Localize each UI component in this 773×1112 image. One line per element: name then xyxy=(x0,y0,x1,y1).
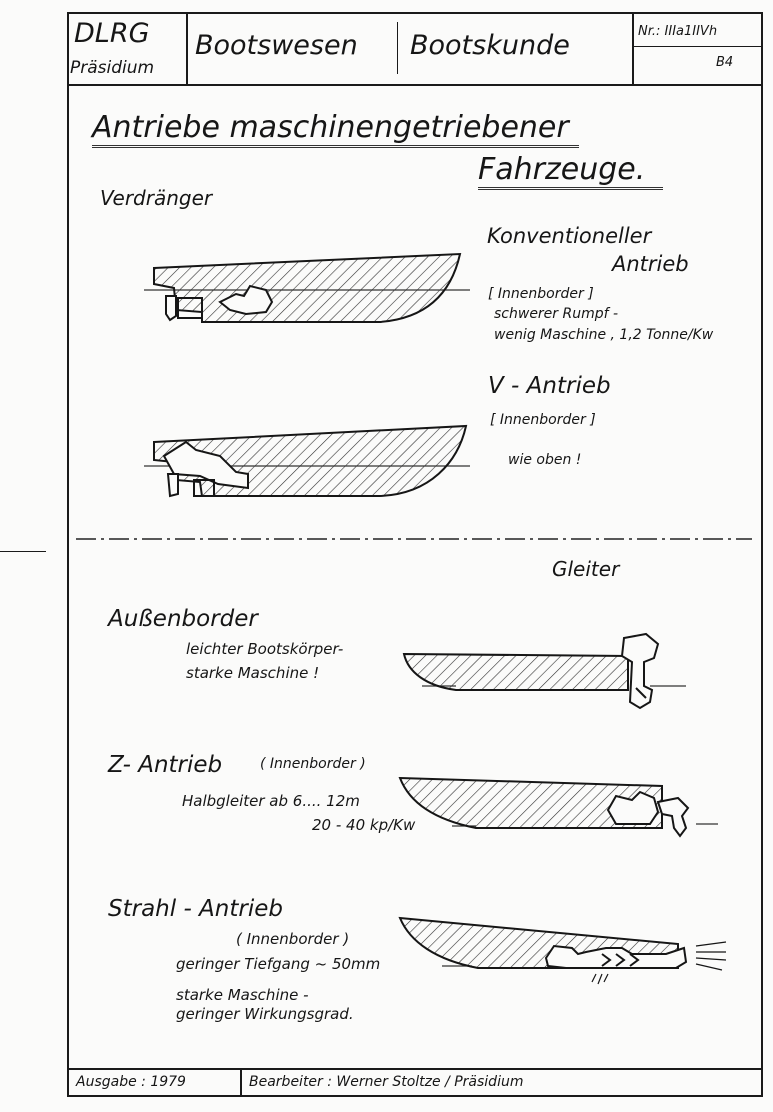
page-title-line1: Antriebe maschinengetriebener xyxy=(92,110,579,148)
sheet-code: B4 xyxy=(716,55,734,70)
v-antrieb-title: V - Antrieb xyxy=(488,373,611,399)
aussenborder-desc-2: starke Maschine ! xyxy=(186,664,320,682)
strahl-title: Strahl - Antrieb xyxy=(108,896,283,922)
header-separator-3 xyxy=(397,22,398,74)
sheet-number: Nr.: IIIa1IIVh xyxy=(638,24,718,39)
header-separator-2 xyxy=(632,12,634,84)
edition-label: Ausgabe : 1979 xyxy=(76,1074,186,1090)
konventionell-desc-1: schwerer Rumpf - xyxy=(494,306,619,322)
margin-mark xyxy=(0,551,46,552)
konventionell-hull-drawing xyxy=(140,250,480,330)
konventionell-desc-2: wenig Maschine , 1,2 Tonne/Kw xyxy=(494,327,714,343)
author-label: Bearbeiter : Werner Stoltze / Präsidium xyxy=(249,1074,524,1090)
aussenborder-title: Außenborder xyxy=(108,606,258,632)
footer-separator xyxy=(240,1068,242,1097)
strahl-desc-2: starke Maschine - xyxy=(176,986,309,1004)
v-antrieb-hull-drawing xyxy=(140,422,480,502)
header-divider xyxy=(67,84,763,86)
aussenborder-hull-drawing xyxy=(396,628,696,712)
page-title-line2: Fahrzeuge. xyxy=(478,152,663,190)
v-antrieb-type: [ Innenborder ] xyxy=(490,412,596,428)
z-antrieb-hull-drawing xyxy=(396,770,722,850)
subject-title: Bootskunde xyxy=(410,30,570,61)
org-name: DLRG xyxy=(74,18,150,49)
strahl-desc-1: geringer Tiefgang ~ 50mm xyxy=(176,955,381,973)
v-antrieb-desc: wie oben ! xyxy=(508,452,582,468)
aussenborder-desc-1: leichter Bootskörper- xyxy=(186,640,344,658)
konventionell-type: [ Innenborder ] xyxy=(488,286,594,302)
strahl-desc-3: geringer Wirkungsgrad. xyxy=(176,1005,354,1023)
z-antrieb-desc-1: Halbgleiter ab 6.... 12m xyxy=(182,792,360,810)
strahl-hull-drawing xyxy=(396,912,732,992)
konventionell-title-1: Konventioneller xyxy=(487,224,652,248)
header-separator-1 xyxy=(186,12,188,84)
z-antrieb-title: Z- Antrieb xyxy=(108,752,223,778)
section-separator xyxy=(76,536,752,542)
org-subname: Präsidium xyxy=(70,58,155,78)
number-divider xyxy=(632,46,763,47)
footer-divider xyxy=(67,1068,763,1070)
z-antrieb-desc-2: 20 - 40 kp/Kw xyxy=(312,816,416,834)
section-title: Bootswesen xyxy=(195,30,358,61)
konventionell-title-2: Antrieb xyxy=(612,252,689,276)
verdraenger-heading: Verdränger xyxy=(100,186,213,210)
gleiter-heading: Gleiter xyxy=(552,557,620,581)
z-antrieb-type: ( Innenborder ) xyxy=(260,756,366,772)
strahl-type: ( Innenborder ) xyxy=(236,930,350,948)
